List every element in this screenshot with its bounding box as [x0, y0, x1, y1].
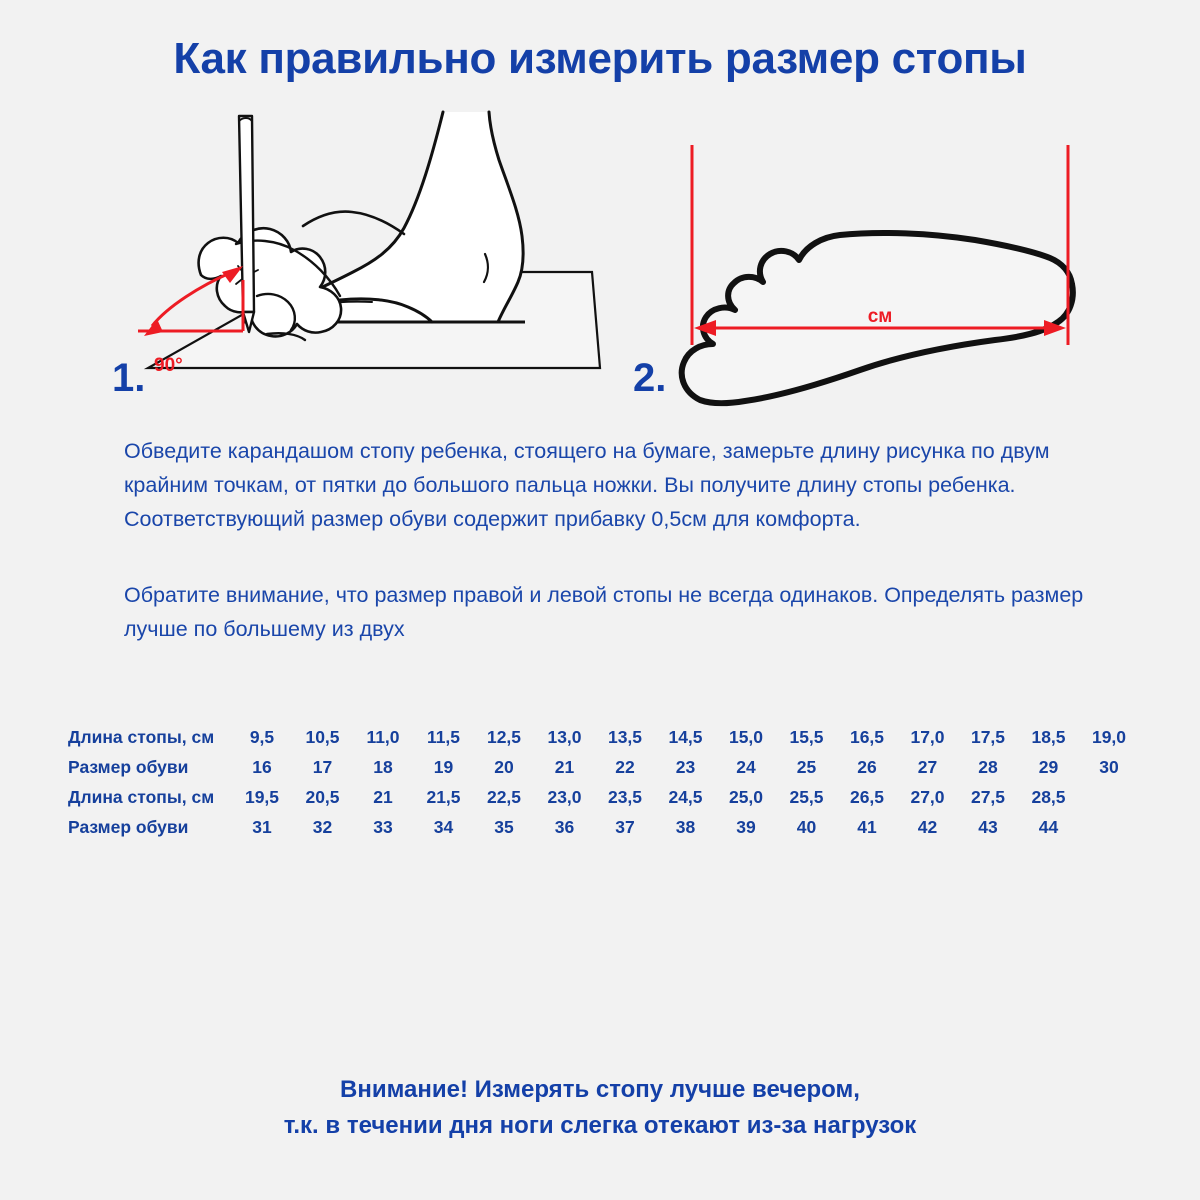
table-cell: 36: [554, 817, 575, 837]
table-cell: 17,0: [910, 727, 945, 747]
table-cell: 25: [796, 757, 817, 777]
table-row: [0, 812, 1200, 842]
table-cell: 39: [736, 817, 756, 837]
footer-line-2: т.к. в течении дня ноги слегка отекают из-за нагрузок: [283, 1112, 917, 1139]
table-cell: 34: [433, 817, 454, 837]
measure-unit-label: см: [867, 306, 893, 327]
table-row-values: [232, 722, 1152, 752]
table-row-label: Длина стопы, см: [68, 727, 215, 747]
table-cell: 9,5: [249, 727, 275, 747]
table-cell: 18: [373, 757, 393, 777]
table-cell: 13,0: [547, 727, 582, 747]
table-cell: 18,5: [1031, 727, 1066, 747]
table-cell: 38: [675, 817, 696, 837]
table-row-label: Размер обуви: [68, 817, 189, 837]
table-cell: 23,5: [607, 787, 643, 807]
table-cell: 44: [1038, 817, 1059, 837]
table-cell: 19,5: [244, 787, 280, 807]
table-cell: 14,5: [668, 727, 703, 747]
footer-line-1: Внимание! Измерять стопу лучше вечером,: [340, 1076, 860, 1103]
table-cell: 19,0: [1091, 727, 1127, 747]
table-row-values: [232, 782, 1152, 812]
table-cell: 23,0: [547, 787, 582, 807]
table-cell: 21,5: [426, 787, 461, 807]
size-conversion-table: [0, 722, 1200, 842]
instruction-paragraph-1: Обведите карандашом стопу ребенка, стоящего на бумаге, замерьте длину рисунка по двум крайним точкам, от пятки до большого пальца ножки. Вы получите длину стопы ребенка. Соответствующий размер обуви содержит прибавку 0,5см для комфорта.: [124, 439, 1050, 531]
angle-90-label: 90°: [154, 355, 183, 376]
page-title: Как правильно измерить размер стопы: [173, 34, 1027, 83]
table-cell: 20,5: [305, 787, 340, 807]
table-cell: 40: [796, 817, 817, 837]
table-cell: 17: [312, 757, 333, 777]
table-cell: 11,0: [366, 727, 400, 747]
table-cell: 30: [1099, 757, 1119, 777]
footer-warning: [0, 1072, 1200, 1144]
table-cell: 26,5: [849, 787, 885, 807]
table-cell: 21: [554, 757, 575, 777]
table-cell: 27,5: [970, 787, 1006, 807]
table-cell: 17,5: [970, 727, 1006, 747]
table-cell: 28,5: [1031, 787, 1066, 807]
table-cell: 35: [494, 817, 514, 837]
table-row-label: Размер обуви: [68, 757, 189, 777]
illustration-area: [0, 100, 1200, 410]
step-1-number: 1.: [112, 356, 146, 400]
table-cell: 25,0: [728, 787, 764, 807]
instruction-paragraph-2: Обратите внимание, что размер правой и левой стопы не всегда одинаков. Определять размер лучше по большему из двух: [124, 583, 1084, 641]
table-cell: 20: [494, 757, 514, 777]
table-row: [0, 752, 1200, 782]
table-cell: 26: [857, 757, 877, 777]
table-cell: 24: [736, 757, 756, 777]
table-cell: 27,0: [910, 787, 945, 807]
table-cell: 22: [615, 757, 635, 777]
table-cell: 11,5: [426, 727, 461, 747]
table-cell: 43: [978, 817, 998, 837]
table-cell: 13,5: [607, 727, 643, 747]
table-cell: 16,5: [849, 727, 885, 747]
table-cell: 22,5: [486, 787, 522, 807]
table-cell: 32: [312, 817, 333, 837]
table-row-label: Длина стопы, см: [68, 787, 215, 807]
table-cell: 23: [675, 757, 696, 777]
table-row: [0, 782, 1200, 812]
table-cell: 21: [373, 787, 393, 807]
table-cell: 24,5: [668, 787, 703, 807]
table-cell: 19: [433, 757, 454, 777]
table-cell: 41: [857, 817, 877, 837]
table-cell: 31: [252, 817, 272, 837]
table-row-values: [232, 812, 1152, 842]
table-cell: 29: [1038, 757, 1059, 777]
table-cell: 10,5: [305, 727, 340, 747]
table-cell: 33: [373, 817, 393, 837]
table-cell: 16: [252, 757, 272, 777]
table-cell: 25,5: [789, 787, 824, 807]
table-cell: 42: [917, 817, 938, 837]
table-cell: 15,0: [728, 727, 764, 747]
table-cell: 12,5: [486, 727, 522, 747]
table-cell: 28: [978, 757, 998, 777]
table-cell: 15,5: [789, 727, 824, 747]
step-2-number: 2.: [633, 356, 667, 400]
table-row-values: [232, 752, 1152, 782]
table-cell: 37: [615, 817, 635, 837]
table-cell: 27: [917, 757, 938, 777]
table-row: [0, 722, 1200, 752]
